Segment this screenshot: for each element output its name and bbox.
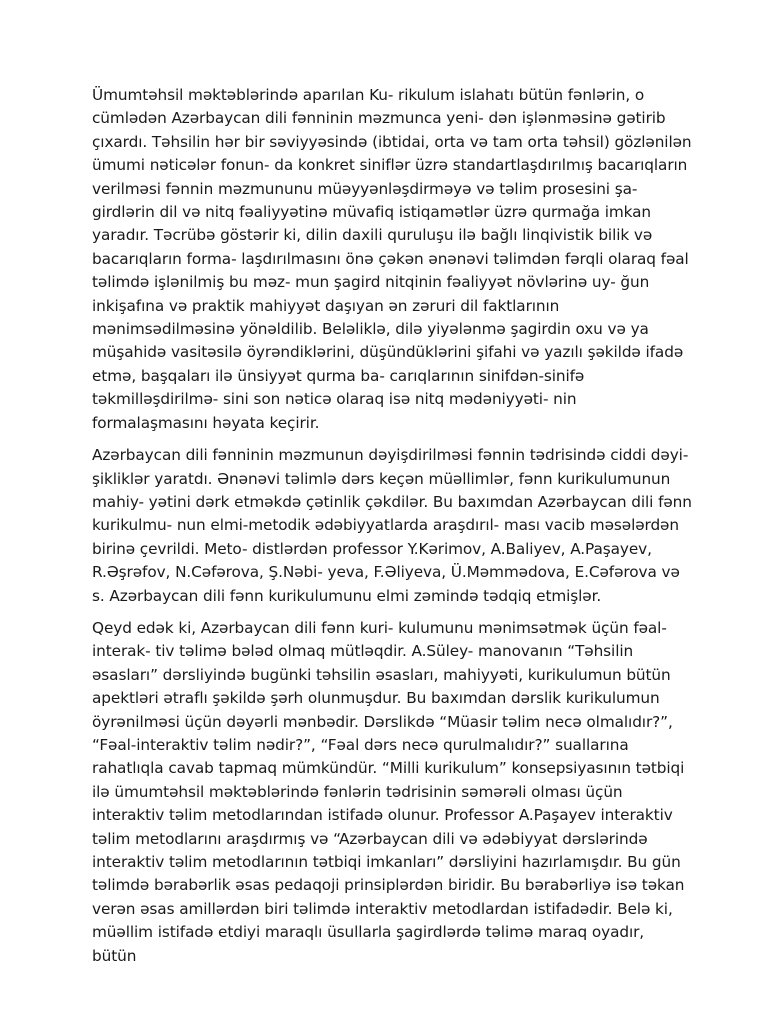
paragraph-2: Azərbaycan dili fənninin məzmunun dəyişdirilməsi fənnin tədrisində ciddi dəyi- şikliklər yaratdı. Ənənəvi təlimlə dərs keçən müəllimlər, fənn kurikulumunun mahiy- yətini dərk etməkdə çətinlik çəkdilər. Bu baxımdan Azərbaycan dili fənn kurikulmu- nun elmi-metodik ədəbiyyatlarda araşdırıl- ması vacib məsələrdən birinə çevrildi. Meto- distlərdən professor Y.Kərimov, A.Baliyev, A.Paşayev, R.Əşrəfov, N.Cəfərova, Ş.Nəbi- yeva, F.Əliyeva, Ü.Məmmədova, E.Cəfərova və s. Azərbaycan dili fənn kurikulumunu elmi zəmində tədqiq etmişlər. [92,446,692,605]
paragraph-3: Qeyd edək ki, Azərbaycan dili fənn kuri- kulumunu mənimsətmək üçün fəal-interak- tiv təlimə bələd olmaq mütləqdir. A.Süley- manovanın “Təhsilin əsasları” dərsliyində bugünki təhsilin əsasları, mahiyyəti, kurikulumun bütün apektləri ətraflı şəkildə şərh olunmuşdur. Bu baxımdan dərslik kurikulumun öyrənilməsi üçün dəyərli mənbədir. Dərslikdə “Müasir təlim necə olmalıdır?”, “Fəal-interaktiv təlim nədir?”, “Fəal dərs necə qurulmalıdır?” suallarına rahatlıqla cavab tapmaq mümkündür. “Milli kurikulum” konsepsiyasının tətbiqi ilə ümumtəhsil məktəblərində fənlərin tədrisinin səmərəli olması üçün interaktiv təlim metodlarından istifadə olunur. Professor A.Paşayev interaktiv təlim metodlarını araşdırmış və “Azərbaycan dili və ədəbiyyat dərslərində interaktiv təlim metodlarının tətbiqi imkanları” dərsliyini hazırlamışdır. Bu gün təlimdə bərabərlik əsas pedaqoji prinsiplərdən biridir. Bu bərabərliyə isə təkan verən əsas amillərdən biri təlimdə interaktiv metodlardan istifadədir. Belə ki, müəllim istifadə etdiyi maraqlı üsullarla şagirdlərdə təlimə maraq oyadır, bütün [92,618,685,965]
paragraph-1: Ümumtəhsil məktəblərində aparılan Ku- rikulum islahatı bütün fənlərin, o cümlədən Azərbaycan dili fənninin məzmunca yeni- dən işlənməsinə gətirib çıxardı. Təhsilin hər bir səviyyəsində (ibtidai, orta və tam orta təhsil) gözlənilən ümumi nəticələr fonun- da konkret siniflər üzrə standartlaşdırılmış bacarıqların verilməsi fənnin məzmununu müəyyənləşdirməyə və təlim prosesini şa- girdlərin dil və nitq fəaliyyətinə müvafiq istiqamətlər üzrə qurmağa imkan yaradır. Təcrübə göstərir ki, dilin daxili quruluşu ilə bağlı linqivistik bilik və bacarıqların forma- laşdırılmasını önə çəkən ənənəvi təlimdən fərqli olaraq fəal təlimdə işlənilmiş bu məz- mun şagird nitqinin fəaliyyət növlərinə uy- ğun inkişafına və praktik mahiyyət daşıyan ən zəruri dil faktlarının mənimsədilməsinə yönəldilib. Beləliklə, dilə yiyələnmə şagirdin oxu və ya müşahidə vasitəsilə öyrəndiklərini, düşündüklərini şifahi və yazılı şəkildə ifadə etmə, başqaları ilə ünsiyyət qurma ba- carıqlarının sinifdən-sinifə təkmilləşdirilmə- sini son nəticə olaraq isə nitq mədəniyyəti- nin formalaşmasını həyata keçirir. [92,86,692,432]
document-body [92,84,692,968]
